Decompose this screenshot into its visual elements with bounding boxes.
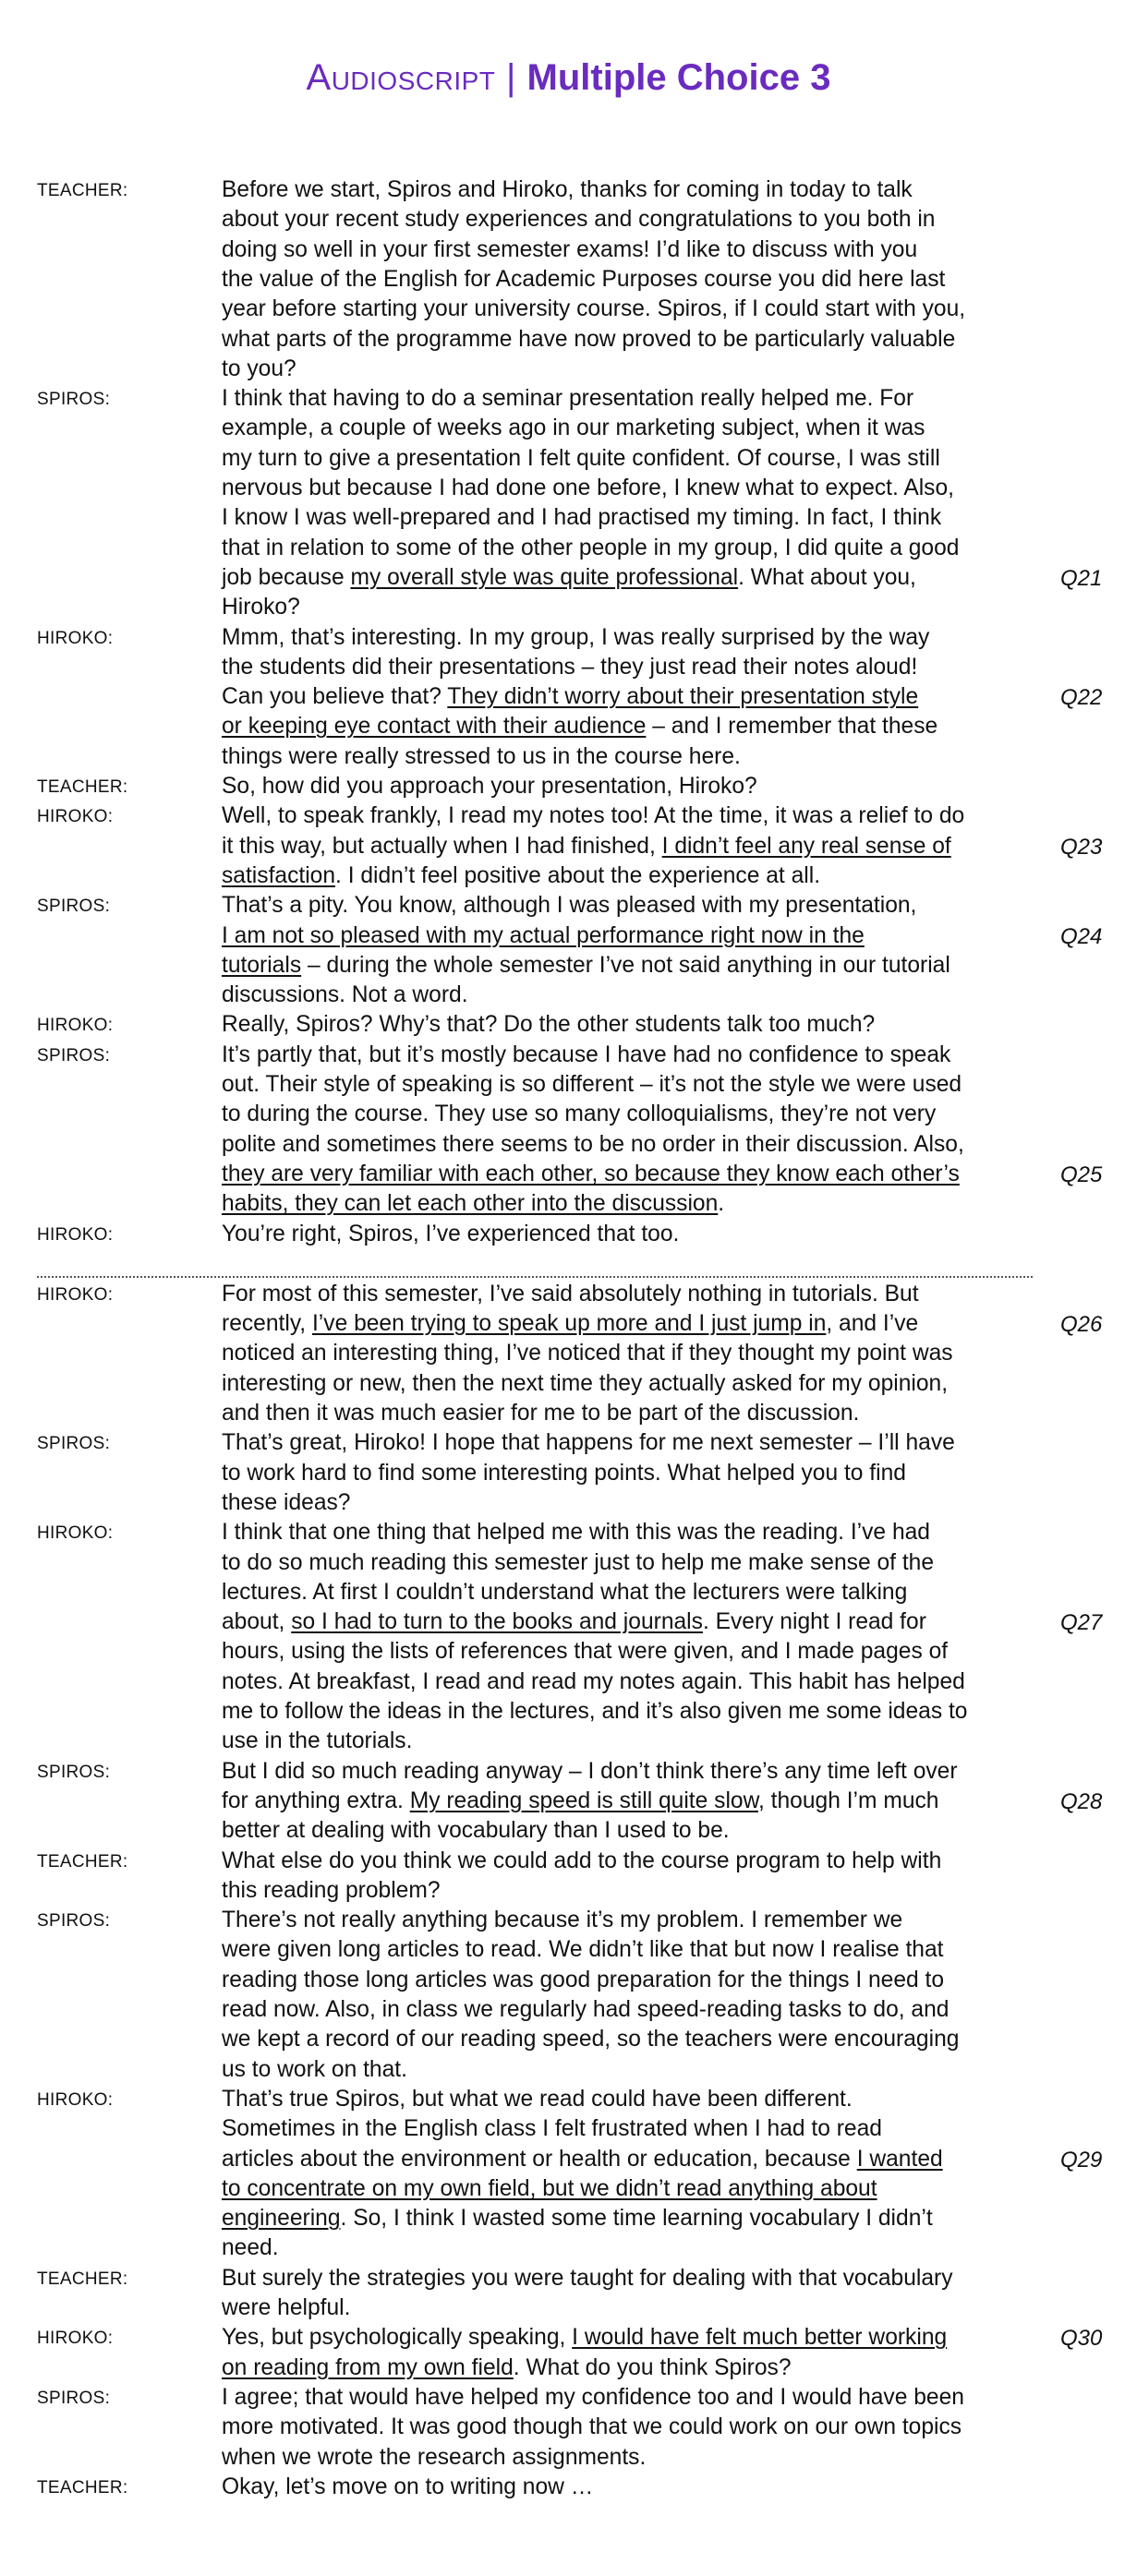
- line-text: Can you believe that?: [222, 684, 448, 710]
- line-text: us to work on that.: [222, 2056, 407, 2082]
- page-title: [0, 57, 1137, 99]
- transcript-line: [222, 1488, 350, 1518]
- transcript-line: [222, 951, 950, 981]
- line-text: But I did so much reading anyway – I don’t think there’s any time left over: [222, 1758, 958, 1784]
- title-prefix: Audioscript: [306, 57, 496, 98]
- line-text: we kept a record of our reading speed, so the teachers were encouraging: [222, 2027, 960, 2052]
- transcript-line: [222, 1399, 859, 1428]
- underlined-answer-text: I am not so pleased with my actual performance right now in the: [222, 922, 865, 948]
- transcript-line: [222, 742, 741, 772]
- transcript-line: [222, 1309, 918, 1339]
- line-text: I think that having to do a seminar presentation really helped me. For: [222, 386, 914, 412]
- line-text: hours, using the lists of references that were given, and I made pages of: [222, 1639, 949, 1665]
- underlined-answer-text: I wanted: [856, 2146, 943, 2172]
- transcript-line: [222, 265, 945, 295]
- line-text: noticed an interesting thing, I’ve noticed that if they thought my point was: [222, 1341, 953, 1366]
- speaker-label: SPIROS:: [37, 1911, 111, 1932]
- transcript-line: [222, 2145, 943, 2174]
- line-text: But surely the strategies you were taught for dealing with that vocabulary: [222, 2265, 953, 2291]
- transcript-line: [222, 1041, 950, 1070]
- transcript-line: [222, 503, 941, 533]
- line-text: for anything extra.: [222, 1788, 410, 1813]
- line-text: things were really stressed to us in the course here.: [222, 743, 741, 769]
- transcript-line: [222, 2085, 853, 2114]
- line-text: .: [718, 1191, 725, 1217]
- line-text: . I didn’t feel positive about the experience at all.: [335, 862, 821, 888]
- transcript-line: [222, 295, 965, 324]
- transcript-line: [222, 1876, 441, 1906]
- transcript-line: [222, 1995, 949, 2025]
- question-number: Q30: [1060, 2326, 1103, 2352]
- speaker-label: SPIROS:: [37, 1762, 111, 1782]
- underlined-answer-text: tutorials: [222, 952, 302, 978]
- line-text: Sometimes in the English class I felt frustrated when I had to read: [222, 2116, 882, 2142]
- line-text: it this way, but actually when I had finished,: [222, 833, 662, 859]
- transcript-line: [222, 1607, 926, 1637]
- question-number: Q24: [1060, 923, 1103, 949]
- transcript-line: [222, 772, 757, 801]
- line-text: more motivated. It was good though that we could work on our own topics: [222, 2414, 962, 2440]
- transcript-line: [222, 1189, 724, 1219]
- line-text: when we wrote the research assignments.: [222, 2444, 647, 2470]
- transcript-line: [222, 384, 913, 414]
- line-text: example, a couple of weeks ago in our marketing subject, when it was: [222, 415, 925, 441]
- transcript-line: [222, 2264, 953, 2293]
- transcript-line: [222, 921, 865, 951]
- line-text: out. Their style of speaking is so different – it’s not the style we were used: [222, 1072, 962, 1097]
- line-text: Yes, but psychologically speaking,: [222, 2325, 573, 2351]
- line-text: . What about you,: [738, 564, 916, 590]
- underlined-answer-text: or keeping eye contact with their audience: [222, 714, 647, 740]
- question-number: Q23: [1060, 834, 1103, 860]
- underlined-answer-text: I’ve been trying to speak up more and I just jump in: [311, 1311, 827, 1337]
- transcript-line: [222, 1280, 919, 1309]
- question-number: Q27: [1060, 1610, 1103, 1636]
- transcript-line: [222, 593, 300, 622]
- underlined-answer-text: habits, they can let each other into the discussion: [222, 1191, 719, 1217]
- question-number: Q22: [1060, 685, 1103, 711]
- speaker-label: HIROKO:: [37, 2089, 114, 2110]
- speaker-label: HIROKO:: [37, 2329, 114, 2349]
- speaker-label: TEACHER:: [37, 2477, 128, 2498]
- transcript-line: [222, 1100, 936, 1129]
- line-text: interesting or new, then the next time they actually asked for my opinion,: [222, 1370, 949, 1396]
- transcript-line: [222, 1727, 412, 1756]
- line-text: Before we start, Spiros and Hiroko, thanks for coming in today to talk: [222, 177, 913, 202]
- underlined-answer-text: on reading from my own field: [222, 2354, 514, 2380]
- line-text: the students did their presentations – they just read their notes aloud!: [222, 654, 918, 680]
- speaker-label: HIROKO:: [37, 1224, 114, 1245]
- question-number: Q28: [1060, 1788, 1103, 1814]
- question-number: Q21: [1060, 565, 1103, 591]
- speaker-label: SPIROS:: [37, 1434, 111, 1454]
- line-text: That’s true Spiros, but what we read could have been different.: [222, 2086, 853, 2112]
- line-text: . Every night I read for: [702, 1609, 926, 1635]
- line-text: What else do you think we could add to the course program to help with: [222, 1848, 942, 1873]
- line-text: doing so well in your first semester exams! I’d like to discuss with you: [222, 236, 918, 262]
- question-number: Q25: [1060, 1162, 1103, 1187]
- transcript-line: [222, 2204, 933, 2233]
- transcript-line: [222, 444, 940, 474]
- line-text: to during the course. They use so many colloquialisms, they’re not very: [222, 1101, 937, 1127]
- transcript-line: [222, 653, 917, 682]
- line-text: There’s not really anything because it’s my problem. I remember we: [222, 1908, 903, 1933]
- transcript-line: [222, 1935, 944, 1965]
- speaker-label: TEACHER:: [37, 1851, 128, 1872]
- transcript-line: [222, 891, 916, 921]
- transcript-line: [222, 1966, 944, 1995]
- underlined-answer-text: I didn’t feel any real sense of: [661, 833, 951, 859]
- line-text: – and I remember that these: [646, 714, 938, 740]
- transcript-line: [222, 2383, 964, 2413]
- line-text: me to follow the ideas in the lectures, and it’s also given me some ideas to: [222, 1699, 968, 1724]
- transcript-line: [222, 205, 935, 235]
- transcript-line: [222, 1578, 907, 1607]
- transcript-line: [222, 1339, 953, 1368]
- line-text: need.: [222, 2235, 279, 2261]
- line-text: notes. At breakfast, I read and read my notes again. This habit has helped: [222, 1668, 965, 1694]
- title-main: Multiple Choice 3: [526, 57, 831, 98]
- line-text: Okay, let’s move on to writing now …: [222, 2474, 594, 2499]
- transcript-line: [222, 1906, 902, 1935]
- transcript-line: [222, 2323, 947, 2353]
- speaker-label: HIROKO:: [37, 1016, 114, 1036]
- underlined-answer-text: satisfaction: [222, 862, 336, 888]
- question-number: Q26: [1060, 1312, 1103, 1338]
- transcript-line: [222, 2353, 792, 2383]
- transcript-line: [222, 1369, 948, 1399]
- line-text: about your recent study experiences and congratulations to you both in: [222, 207, 936, 233]
- line-text: I think that one thing that helped me with this was the reading. I’ve had: [222, 1520, 930, 1546]
- speaker-label: HIROKO:: [37, 1284, 114, 1305]
- speaker-label: SPIROS:: [37, 897, 111, 917]
- underlined-answer-text: they are very familiar with each other, so because they know each other’s: [222, 1161, 960, 1186]
- speaker-label: TEACHER:: [37, 777, 128, 797]
- transcript-line: [222, 1130, 964, 1160]
- transcript-line: [222, 1518, 930, 1547]
- transcript-line: [222, 1070, 962, 1100]
- speaker-label: TEACHER:: [37, 2269, 128, 2289]
- line-text: Hiroko?: [222, 595, 300, 620]
- line-text: , though I’m much: [758, 1788, 939, 1813]
- line-text: Well, to speak frankly, I read my notes too! At the time, it was a relief to do: [222, 803, 965, 829]
- transcript-line: [222, 2055, 407, 2085]
- line-text: the value of the English for Academic Purposes course you did here last: [222, 266, 946, 292]
- line-text: reading those long articles was good preparation for the things I need to: [222, 1967, 945, 1992]
- line-text: I know I was well-prepared and I had practised my timing. In fact, I think: [222, 505, 942, 531]
- line-text: these ideas?: [222, 1489, 351, 1515]
- line-text: were helpful.: [222, 2295, 351, 2320]
- speaker-label: HIROKO:: [37, 628, 114, 648]
- transcript-line: [222, 414, 925, 443]
- line-text: to you?: [222, 355, 296, 381]
- transcript-line: [222, 1637, 948, 1667]
- line-text: to do so much reading this semester just to help me make sense of the: [222, 1549, 935, 1575]
- transcript-line: [222, 2114, 882, 2144]
- line-text: that in relation to some of the other people in my group, I did quite a good: [222, 535, 960, 560]
- line-text: my turn to give a presentation I felt quite confident. Of course, I was still: [222, 445, 940, 471]
- line-text: Mmm, that’s interesting. In my group, I was really surprised by the way: [222, 624, 930, 650]
- line-text: about,: [222, 1609, 292, 1635]
- transcript-line: [222, 981, 468, 1010]
- transcript-line: [222, 325, 955, 355]
- underlined-answer-text: They didn’t worry about their presentation style: [447, 684, 919, 710]
- transcript-line: [222, 2174, 877, 2204]
- line-text: You’re right, Spiros, I’ve experienced that too.: [222, 1221, 680, 1246]
- transcript-line: [222, 534, 959, 563]
- underlined-answer-text: so I had to turn to the books and journals: [291, 1609, 703, 1635]
- speaker-label: HIROKO:: [37, 1523, 114, 1544]
- transcript-line: [222, 1757, 958, 1787]
- title-separator: |: [495, 57, 527, 98]
- line-text: That’s a pity. You know, although I was pleased with my presentation,: [222, 893, 917, 919]
- question-number: Q29: [1060, 2147, 1103, 2173]
- transcript-line: [222, 861, 820, 891]
- line-text: That’s great, Hiroko! I hope that happens for me next semester – I’ll have: [222, 1430, 955, 1456]
- line-text: this reading problem?: [222, 1877, 441, 1903]
- line-text: I agree; that would have helped my confidence too and I would have been: [222, 2384, 964, 2410]
- line-text: It’s partly that, but it’s mostly because I have had no confidence to speak: [222, 1041, 951, 1067]
- transcript-line: [222, 2293, 350, 2323]
- line-text: . So, I think I wasted some time learning vocabulary I didn’t: [340, 2206, 933, 2232]
- line-text: what parts of the programme have now proved to be particularly valuable: [222, 326, 956, 352]
- line-text: read now. Also, in class we regularly had speed-reading tasks to do, and: [222, 1997, 950, 2022]
- transcript-line: [222, 801, 964, 831]
- underlined-answer-text: My reading speed is still quite slow: [409, 1788, 758, 1813]
- line-text: , and I’ve: [826, 1311, 919, 1337]
- line-text: and then it was much easier for me to be part of the discussion.: [222, 1401, 860, 1426]
- speaker-label: SPIROS:: [37, 1045, 111, 1065]
- line-text: better at dealing with vocabulary than I used to be.: [222, 1818, 730, 1844]
- line-text: nervous but because I had done one before, I knew what to expect. Also,: [222, 475, 954, 500]
- transcript-line: [222, 1667, 965, 1697]
- line-text: . What do you think Spiros?: [513, 2354, 792, 2380]
- line-text: polite and sometimes there seems to be no order in their discussion. Also,: [222, 1131, 964, 1157]
- transcript-line: [222, 1697, 967, 1727]
- transcript-line: [222, 623, 929, 653]
- speaker-label: HIROKO:: [37, 807, 114, 827]
- line-text: discussions. Not a word.: [222, 982, 468, 1008]
- transcript-line: [222, 2233, 279, 2263]
- underlined-answer-text: my overall style was quite professional: [350, 564, 739, 590]
- line-text: recently,: [222, 1311, 312, 1337]
- transcript-line: [222, 2413, 962, 2442]
- transcript-line: [222, 1459, 906, 1488]
- transcript-line: [222, 1428, 955, 1458]
- transcript-line: [222, 1220, 679, 1249]
- line-text: to work hard to find some interesting points. What helped you to find: [222, 1460, 906, 1486]
- line-text: articles about the environment or health or education, because: [222, 2146, 857, 2172]
- speaker-label: SPIROS:: [37, 390, 111, 410]
- line-text: use in the tutorials.: [222, 1728, 413, 1754]
- section-divider: [37, 1276, 1033, 1278]
- transcript-line: [222, 1816, 730, 1846]
- underlined-answer-text: I would have felt much better working: [572, 2325, 948, 2351]
- transcript-line: [222, 2473, 593, 2502]
- underlined-answer-text: engineering: [222, 2206, 341, 2232]
- line-text: So, how did you approach your presentation, Hiroko?: [222, 774, 757, 799]
- transcript-line: [222, 1160, 960, 1189]
- transcript-line: [222, 563, 916, 593]
- transcript-line: [222, 682, 918, 712]
- line-text: job because: [222, 564, 351, 590]
- line-text: were given long articles to read. We didn’t like that but now I realise that: [222, 1937, 944, 1963]
- transcript-line: [222, 1548, 934, 1578]
- line-text: For most of this semester, I’ve said absolutely nothing in tutorials. But: [222, 1281, 919, 1306]
- transcript-line: [222, 2443, 646, 2473]
- transcript-line: [222, 832, 951, 861]
- transcript-line: [222, 355, 296, 384]
- transcript-line: [222, 474, 954, 503]
- line-text: year before starting your university course. Spiros, if I could start with you,: [222, 296, 966, 322]
- transcript-line: [222, 175, 913, 205]
- line-text: Really, Spiros? Why’s that? Do the other students talk too much?: [222, 1012, 876, 1038]
- speaker-label: TEACHER:: [37, 181, 128, 200]
- transcript-line: [222, 235, 917, 265]
- transcript-line: [222, 1010, 875, 1040]
- transcript-line: [222, 2025, 959, 2054]
- line-text: lectures. At first I couldn’t understand what the lecturers were talking: [222, 1579, 908, 1605]
- transcript-line: [222, 1847, 941, 1876]
- line-text: – during the whole semester I’ve not said anything in our tutorial: [301, 952, 950, 978]
- underlined-answer-text: to concentrate on my own field, but we didn’t read anything about: [222, 2175, 877, 2201]
- transcript-line: [222, 1787, 938, 1816]
- speaker-label: SPIROS:: [37, 2388, 111, 2408]
- transcript-line: [222, 712, 937, 741]
